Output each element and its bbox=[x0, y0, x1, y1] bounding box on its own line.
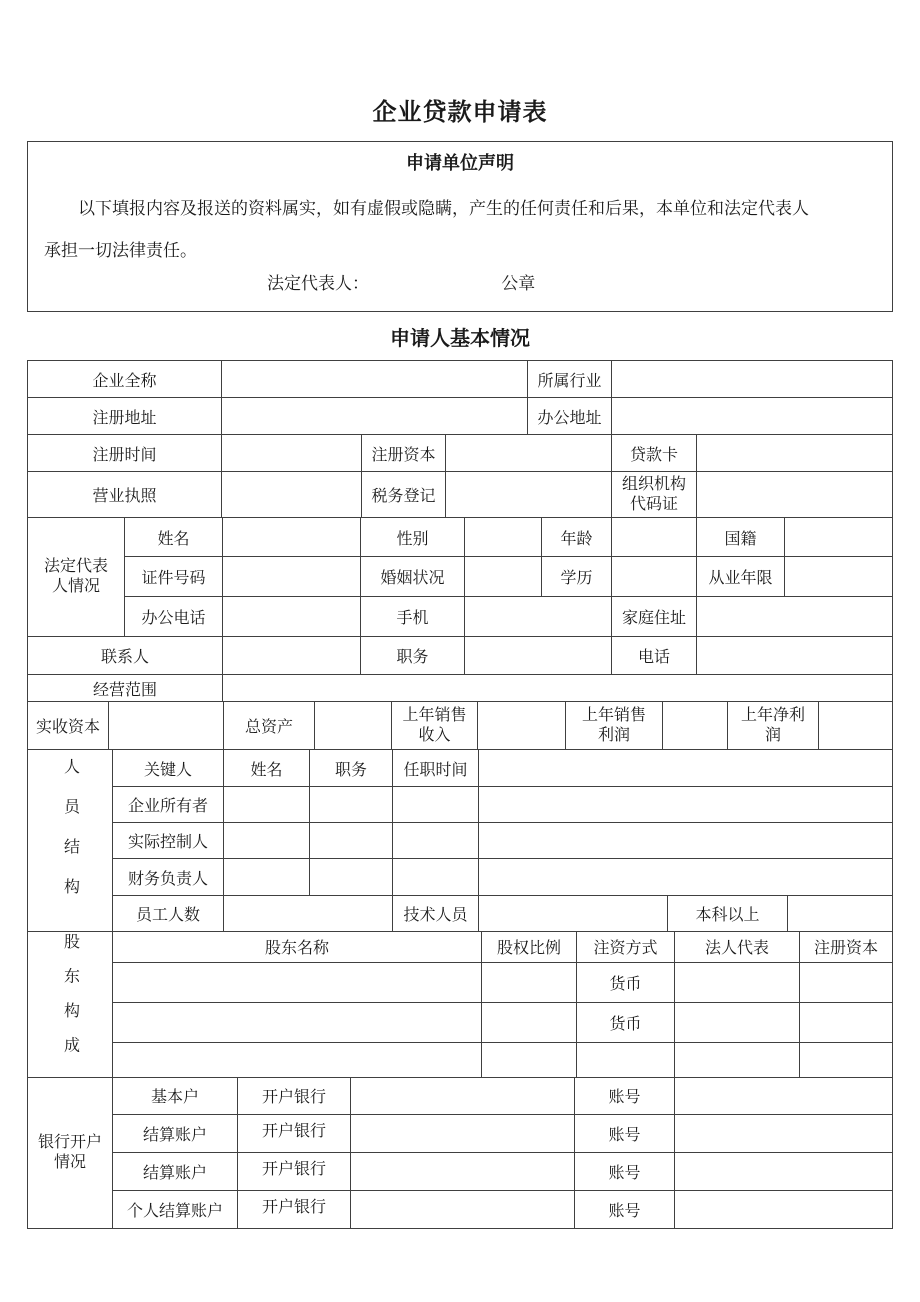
account-number-label: 账号 bbox=[575, 1190, 675, 1228]
account-number-value bbox=[675, 1190, 893, 1228]
legal-rep-group-label bbox=[28, 518, 125, 637]
business-license-label: 营业执照 bbox=[28, 472, 222, 518]
declaration-heading: 申请单位声明 bbox=[406, 153, 514, 173]
paid-capital-label: 实收资本 bbox=[28, 702, 109, 750]
funding-method-value: 货币 bbox=[577, 1002, 675, 1042]
settlement-account-label: 结算账户 bbox=[113, 1114, 238, 1152]
account-number-value bbox=[675, 1077, 893, 1114]
declaration-body bbox=[28, 188, 892, 272]
rep-work-years-label: 从业年限 bbox=[697, 557, 785, 597]
opening-bank-value bbox=[351, 1190, 575, 1228]
paid-capital-value bbox=[109, 702, 224, 750]
controller-extra-value bbox=[479, 823, 893, 859]
rep-name-value bbox=[223, 518, 361, 557]
tech-staff-label: 技术人员 bbox=[393, 896, 479, 932]
key-person-header: 关键人 bbox=[113, 750, 224, 787]
rep-age-value bbox=[612, 518, 697, 557]
rep-home-address-value bbox=[697, 597, 893, 637]
legal-rep-value bbox=[675, 962, 800, 1002]
declaration-sign-line bbox=[28, 269, 892, 294]
application-form-table bbox=[27, 360, 893, 1229]
reg-time-value bbox=[222, 435, 362, 472]
section-heading: 申请人基本情况 bbox=[390, 328, 530, 350]
account-number-label: 账号 bbox=[575, 1114, 675, 1152]
reg-capital-value bbox=[800, 1002, 893, 1042]
contact-position-value bbox=[465, 637, 612, 675]
settlement-account-label: 结算账户 bbox=[113, 1152, 238, 1190]
declaration-body-line2: 承担一切法律责任。 bbox=[44, 241, 197, 260]
bachelor-above-label: 本科以上 bbox=[668, 896, 788, 932]
total-assets-label: 总资产 bbox=[224, 702, 315, 750]
legal-rep-header: 法人代表 bbox=[675, 932, 800, 963]
contact-position-label: 职务 bbox=[361, 637, 465, 675]
loan-card-label: 贷款卡 bbox=[612, 435, 697, 472]
key-person-header-extra bbox=[479, 750, 893, 787]
rep-marital-label: 婚姻状况 bbox=[361, 557, 465, 597]
org-code-cert-text: 组织机构代码证 bbox=[621, 475, 686, 513]
rep-mobile-label: 手机 bbox=[361, 597, 465, 637]
funding-method-header: 注资方式 bbox=[577, 932, 675, 963]
owner-label: 企业所有者 bbox=[113, 787, 224, 823]
equity-ratio-header: 股权比例 bbox=[482, 932, 577, 963]
section-finance bbox=[27, 701, 893, 750]
business-scope-label: 经营范围 bbox=[28, 675, 223, 702]
rep-education-label: 学历 bbox=[542, 557, 612, 597]
key-person-position-header: 职务 bbox=[310, 750, 393, 787]
legal-rep-signature-label: 法定代表人： bbox=[267, 274, 369, 293]
rep-home-address-label: 家庭住址 bbox=[612, 597, 697, 637]
shareholder-name-value bbox=[113, 1002, 482, 1042]
controller-name-value bbox=[224, 823, 310, 859]
contact-phone-label: 电话 bbox=[612, 637, 697, 675]
reg-capital-value bbox=[800, 962, 893, 1002]
org-code-cert-value bbox=[697, 472, 893, 518]
rep-name-label: 姓名 bbox=[125, 518, 223, 557]
cfo-tenure-value bbox=[393, 859, 479, 896]
net-profit-text: 上年净利润 bbox=[740, 706, 805, 744]
declaration-box bbox=[27, 141, 893, 312]
rep-id-label: 证件号码 bbox=[125, 557, 223, 597]
opening-bank-label: 开户银行 bbox=[238, 1190, 351, 1228]
section-bank bbox=[27, 1077, 893, 1229]
section-personnel bbox=[27, 749, 893, 932]
owner-name-value bbox=[224, 787, 310, 823]
industry-label: 所属行业 bbox=[528, 361, 612, 398]
personal-settlement-account-label: 个人结算账户 bbox=[113, 1190, 238, 1228]
account-number-value bbox=[675, 1114, 893, 1152]
account-number-label: 账号 bbox=[575, 1077, 675, 1114]
business-scope-value bbox=[223, 675, 893, 702]
opening-bank-label: 开户银行 bbox=[238, 1152, 351, 1190]
industry-value bbox=[612, 361, 893, 398]
shareholders-group-text: 股东构成 bbox=[61, 933, 79, 1071]
bank-group-label bbox=[28, 1077, 113, 1228]
sales-income-label bbox=[392, 702, 478, 750]
equity-ratio-value bbox=[482, 1042, 577, 1077]
cfo-position-value bbox=[310, 859, 393, 896]
contact-phone-value bbox=[697, 637, 893, 675]
account-number-value bbox=[675, 1152, 893, 1190]
office-address-value bbox=[612, 398, 893, 435]
controller-label: 实际控制人 bbox=[113, 823, 224, 859]
controller-position-value bbox=[310, 823, 393, 859]
reg-capital-value bbox=[800, 1042, 893, 1077]
net-profit-label bbox=[728, 702, 819, 750]
section-shareholders bbox=[27, 931, 893, 1078]
company-name-label: 企业全称 bbox=[28, 361, 222, 398]
legal-rep-value bbox=[675, 1042, 800, 1077]
tax-reg-value bbox=[446, 472, 612, 518]
reg-capital-label: 注册资本 bbox=[362, 435, 446, 472]
reg-capital-header: 注册资本 bbox=[800, 932, 893, 963]
rep-work-years-value bbox=[785, 557, 893, 597]
funding-method-value: 货币 bbox=[577, 962, 675, 1002]
equity-ratio-value bbox=[482, 1002, 577, 1042]
shareholder-name-value bbox=[113, 1042, 482, 1077]
section-registration bbox=[27, 434, 893, 518]
opening-bank-value bbox=[351, 1152, 575, 1190]
contact-name-value bbox=[223, 637, 361, 675]
cfo-label: 财务负责人 bbox=[113, 859, 224, 896]
sales-profit-label bbox=[566, 702, 663, 750]
shareholder-name-value bbox=[113, 962, 482, 1002]
sales-profit-value bbox=[663, 702, 728, 750]
org-code-cert-label bbox=[612, 472, 697, 518]
rep-office-phone-label: 办公电话 bbox=[125, 597, 223, 637]
reg-time-label: 注册时间 bbox=[28, 435, 222, 472]
bank-group-text: 银行开户情况 bbox=[37, 1133, 102, 1171]
sales-income-text: 上年销售收入 bbox=[402, 706, 467, 744]
owner-position-value bbox=[310, 787, 393, 823]
rep-gender-value bbox=[465, 518, 542, 557]
rep-nationality-value bbox=[785, 518, 893, 557]
key-person-tenure-header: 任职时间 bbox=[393, 750, 479, 787]
opening-bank-value bbox=[351, 1077, 575, 1114]
key-person-name-header: 姓名 bbox=[224, 750, 310, 787]
net-profit-value bbox=[819, 702, 893, 750]
section-legal-rep bbox=[27, 517, 893, 702]
rep-gender-label: 性别 bbox=[361, 518, 465, 557]
declaration-body-line1: 以下填报内容及报送的资料属实，如有虚假或隐瞒，产生的任何责任和后果，本单位和法定代表人 bbox=[78, 199, 809, 218]
sales-profit-text: 上年销售利润 bbox=[581, 706, 646, 744]
rep-age-label: 年龄 bbox=[542, 518, 612, 557]
contact-label: 联系人 bbox=[28, 637, 223, 675]
tech-staff-value bbox=[479, 896, 668, 932]
rep-marital-value bbox=[465, 557, 542, 597]
cfo-name-value bbox=[224, 859, 310, 896]
owner-extra-value bbox=[479, 787, 893, 823]
funding-method-value bbox=[577, 1042, 675, 1077]
staff-count-label: 员工人数 bbox=[113, 896, 224, 932]
opening-bank-value bbox=[351, 1114, 575, 1152]
office-address-label: 办公地址 bbox=[528, 398, 612, 435]
reg-address-value bbox=[222, 398, 528, 435]
company-name-value bbox=[222, 361, 528, 398]
opening-bank-label: 开户银行 bbox=[238, 1114, 351, 1152]
controller-tenure-value bbox=[393, 823, 479, 859]
rep-mobile-value bbox=[465, 597, 612, 637]
bachelor-above-value bbox=[788, 896, 893, 932]
staff-count-value bbox=[224, 896, 393, 932]
tax-reg-label: 税务登记 bbox=[362, 472, 446, 518]
account-number-label: 账号 bbox=[575, 1152, 675, 1190]
rep-office-phone-value bbox=[223, 597, 361, 637]
sales-income-value bbox=[478, 702, 566, 750]
equity-ratio-value bbox=[482, 962, 577, 1002]
personnel-group-text: 人员结构 bbox=[61, 758, 79, 918]
loan-card-value bbox=[697, 435, 893, 472]
cfo-extra-value bbox=[479, 859, 893, 896]
reg-address-label: 注册地址 bbox=[28, 398, 222, 435]
section-company bbox=[27, 360, 893, 435]
total-assets-value bbox=[315, 702, 392, 750]
page-title: 企业贷款申请表 bbox=[372, 100, 548, 126]
owner-tenure-value bbox=[393, 787, 479, 823]
rep-education-value bbox=[612, 557, 697, 597]
shareholders-group-label bbox=[28, 932, 113, 1078]
legal-rep-value bbox=[675, 1002, 800, 1042]
opening-bank-label: 开户银行 bbox=[238, 1077, 351, 1114]
basic-account-label: 基本户 bbox=[113, 1077, 238, 1114]
rep-nationality-label: 国籍 bbox=[697, 518, 785, 557]
shareholder-name-header: 股东名称 bbox=[113, 932, 482, 963]
legal-rep-group-text: 法定代表人情况 bbox=[43, 558, 108, 595]
company-seal-label: 公章 bbox=[501, 274, 536, 293]
rep-id-value bbox=[223, 557, 361, 597]
reg-capital-value bbox=[446, 435, 612, 472]
business-license-value bbox=[222, 472, 362, 518]
personnel-group-label bbox=[28, 750, 113, 932]
